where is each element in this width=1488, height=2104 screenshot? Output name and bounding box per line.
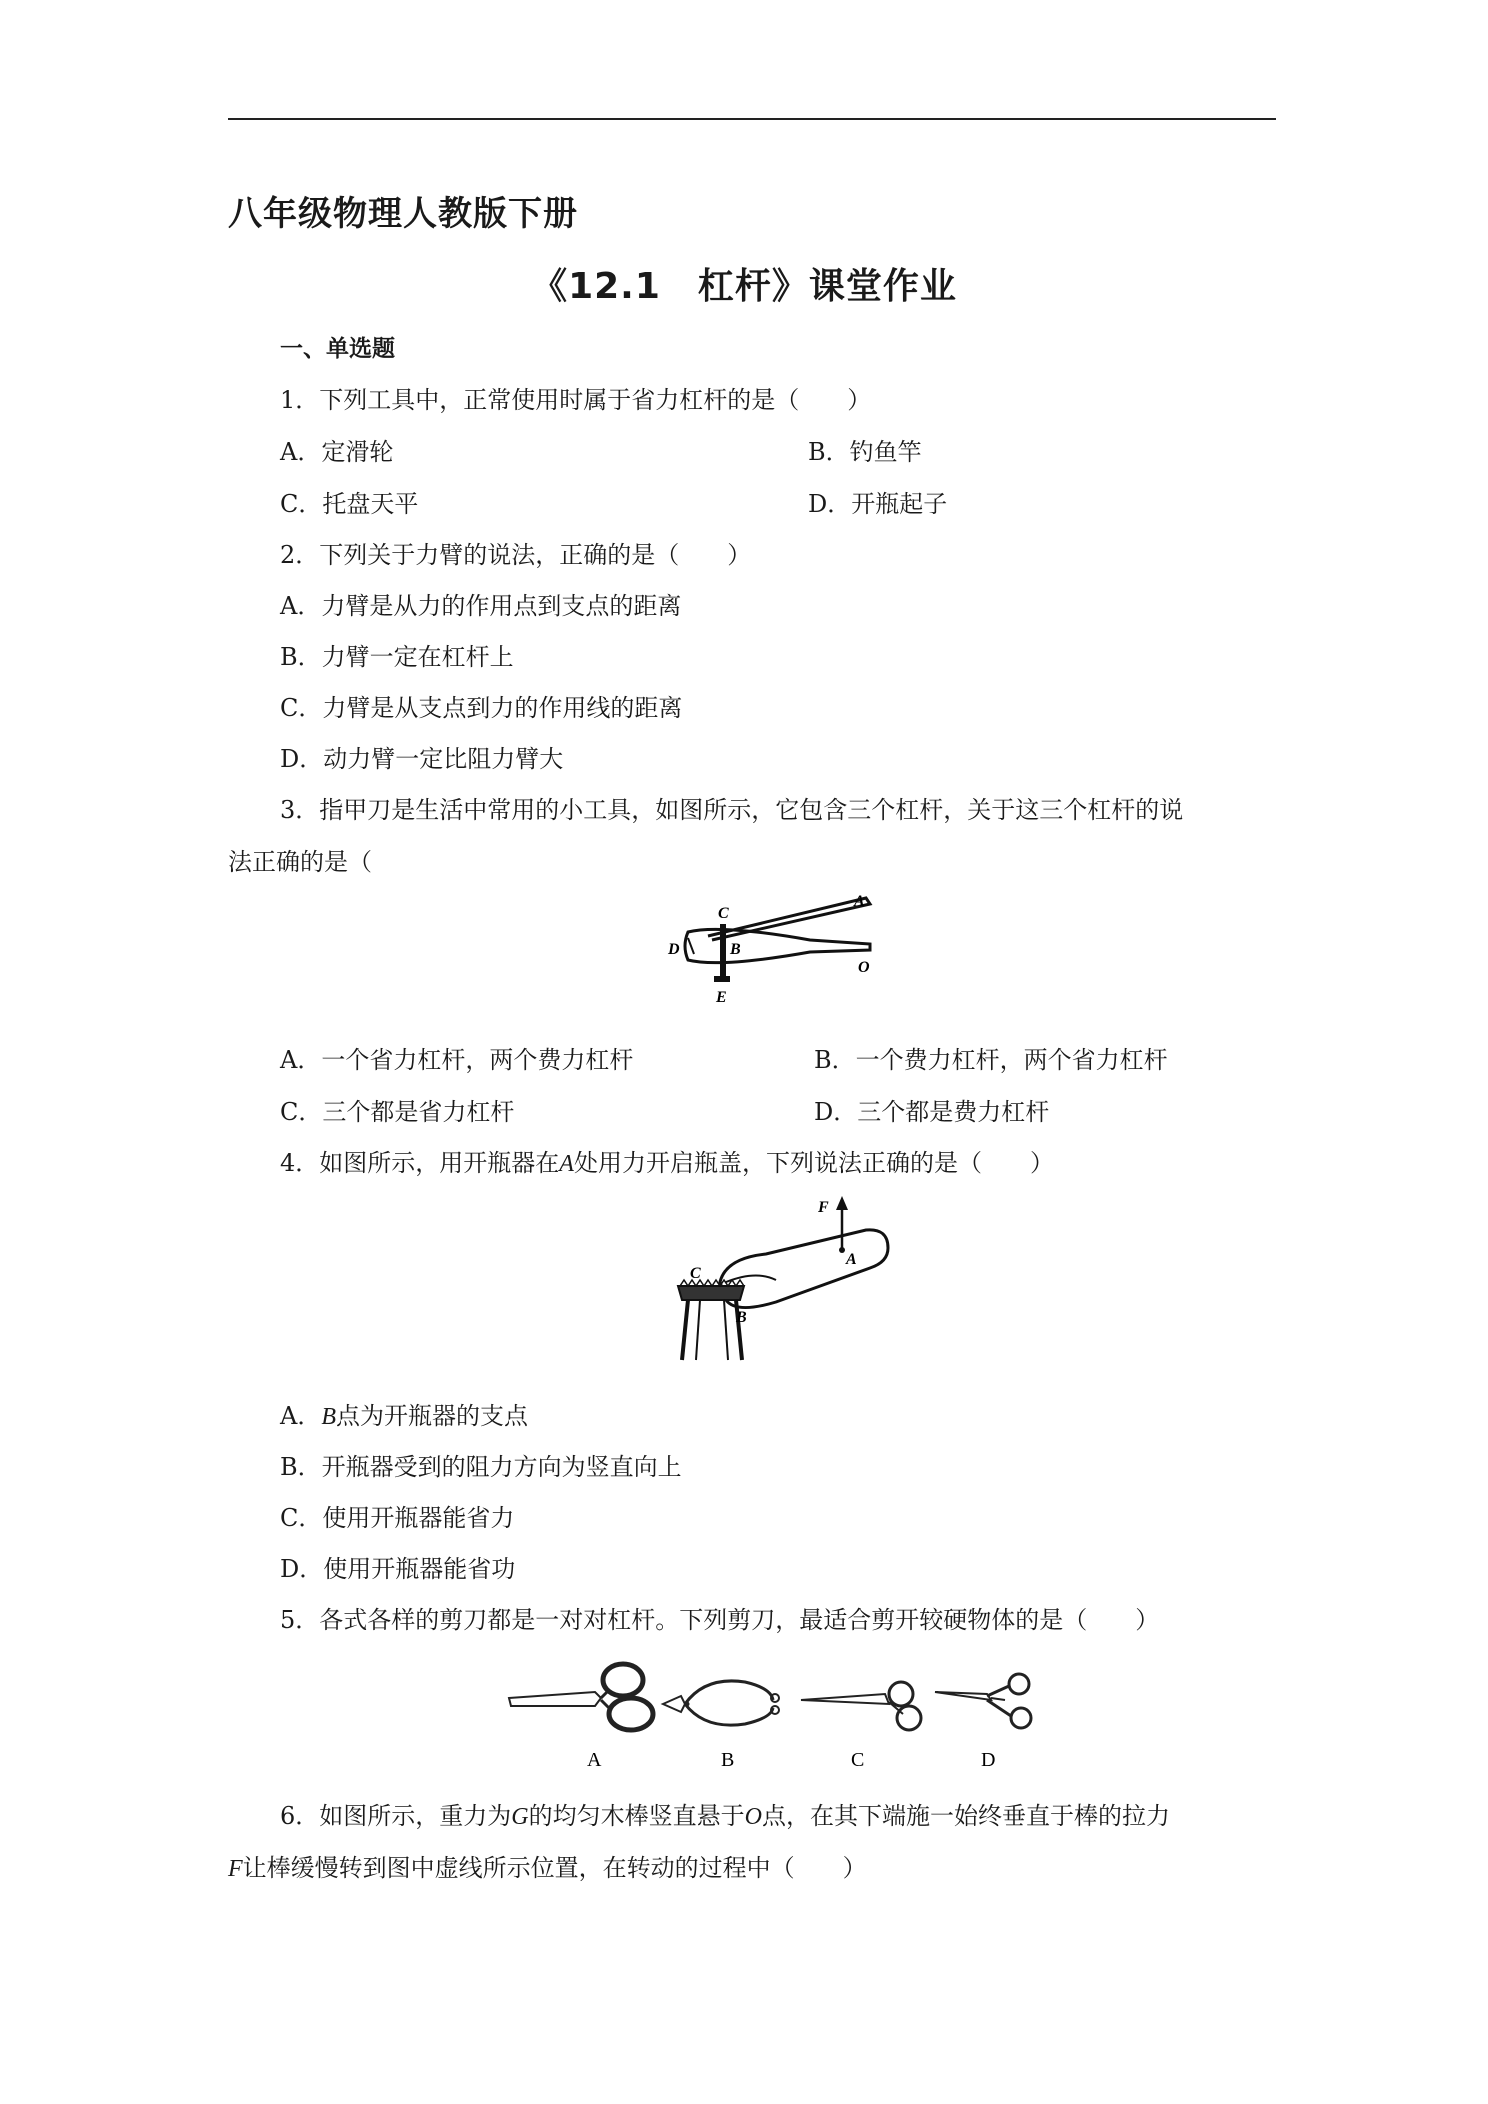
q2-option-c[interactable]: C．力臂是从支点到力的作用线的距离 bbox=[280, 694, 683, 722]
variable-g: G bbox=[511, 1804, 529, 1830]
question-6: 6．如图所示，重力为G的均匀木棒竖直悬于O点，在其下端施一始终垂直于棒的拉力 bbox=[280, 1802, 1170, 1830]
question-number: 2． bbox=[280, 541, 320, 569]
q4-option-b[interactable]: B．开瓶器受到的阻力方向为竖直向上 bbox=[280, 1453, 682, 1481]
variable-f: F bbox=[228, 1856, 243, 1882]
question-number: 1． bbox=[280, 386, 320, 414]
label-f: F bbox=[818, 1199, 829, 1216]
question-stem: 指甲刀是生活中常用的小工具，如图所示，它包含三个杠杆，关于这三个杠杆的说 bbox=[319, 796, 1184, 824]
caption-d: D bbox=[981, 1749, 996, 1770]
opener-handle bbox=[720, 1230, 888, 1308]
q2-option-d[interactable]: D．动力臂一定比阻力臂大 bbox=[280, 745, 564, 773]
scissors-b bbox=[663, 1681, 779, 1725]
label-e: E bbox=[716, 989, 727, 1006]
clipper-base bbox=[714, 976, 730, 982]
question-4: 4．如图所示，用开瓶器在A处用力开启瓶盖，下列说法正确的是（ ） bbox=[280, 1149, 1054, 1177]
q1-option-d[interactable]: D．开瓶起子 bbox=[808, 490, 948, 518]
caption-c: C bbox=[851, 1749, 865, 1770]
scissors-d bbox=[935, 1674, 1031, 1728]
q4-option-c[interactable]: C．使用开瓶器能省力 bbox=[280, 1504, 515, 1532]
q3-option-b[interactable]: B．一个费力杠杆，两个省力杠杆 bbox=[814, 1046, 1168, 1074]
question-stem: 下列工具中，正常使用时属于省力杠杆的是（ ） bbox=[319, 386, 872, 414]
label-a: A bbox=[846, 1251, 857, 1268]
label-o: O bbox=[858, 959, 870, 976]
variable-b: B bbox=[321, 1404, 337, 1430]
scissors-c bbox=[801, 1682, 921, 1730]
question-2 bbox=[280, 535, 751, 570]
bottle-opener-figure bbox=[666, 1190, 896, 1366]
nail-clipper-figure bbox=[660, 892, 880, 1010]
question-1 bbox=[280, 380, 871, 415]
page-title: 《12.1 杠杆》课堂作业 bbox=[531, 266, 957, 307]
section-heading: 一、单选题 bbox=[280, 336, 395, 362]
q2-option-a[interactable]: A．力臂是从力的作用点到支点的距离 bbox=[280, 592, 682, 620]
question-6-continuation: F让棒缓慢转到图中虚线所示位置，在转动的过程中（ ） bbox=[228, 1854, 867, 1882]
question-number: 5． bbox=[280, 1606, 320, 1634]
question-stem: 各式各样的剪刀都是一对对杠杆。下列剪刀，最适合剪开较硬物体的是（ ） bbox=[319, 1606, 1160, 1634]
clipper-lever bbox=[708, 898, 870, 940]
clipper-pin bbox=[720, 924, 726, 976]
q1-option-a[interactable]: A．定滑轮 bbox=[280, 438, 394, 466]
question-3 bbox=[280, 790, 1183, 825]
label-a: A bbox=[854, 893, 865, 910]
label-c: C bbox=[718, 905, 729, 922]
bottle-cap bbox=[678, 1286, 744, 1300]
scissors-a bbox=[509, 1664, 653, 1730]
question-5 bbox=[280, 1600, 1159, 1635]
q3-option-d[interactable]: D．三个都是费力杠杆 bbox=[814, 1098, 1050, 1126]
header-rule bbox=[228, 118, 1276, 120]
scissors-figure bbox=[505, 1654, 1045, 1770]
label-d: D bbox=[668, 941, 680, 958]
q4-option-d[interactable]: D．使用开瓶器能省功 bbox=[280, 1555, 516, 1583]
question-3-continuation: 法正确的是（ bbox=[228, 848, 372, 876]
q3-option-c[interactable]: C．三个都是省力杠杆 bbox=[280, 1098, 515, 1126]
bottle-neck-left bbox=[682, 1300, 688, 1360]
label-b: B bbox=[730, 941, 741, 958]
question-number: 4． bbox=[280, 1149, 320, 1177]
caption-b: B bbox=[721, 1749, 735, 1770]
caption-a: A bbox=[587, 1749, 602, 1770]
q2-option-b[interactable]: B．力臂一定在杠杆上 bbox=[280, 643, 514, 671]
doc-header: 八年级物理人教版下册 bbox=[228, 194, 578, 234]
question-number: 3． bbox=[280, 796, 320, 824]
q1-option-c[interactable]: C．托盘天平 bbox=[280, 490, 419, 518]
q1-option-b[interactable]: B．钓鱼竿 bbox=[808, 438, 922, 466]
question-stem: 下列关于力臂的说法，正确的是（ ） bbox=[319, 541, 752, 569]
variable-o: O bbox=[744, 1804, 762, 1830]
q3-option-a[interactable]: A．一个省力杠杆，两个费力杠杆 bbox=[280, 1046, 634, 1074]
label-c: C bbox=[690, 1265, 701, 1282]
label-b: B bbox=[736, 1309, 747, 1326]
question-number: 6． bbox=[280, 1802, 320, 1830]
variable-a: A bbox=[559, 1151, 574, 1177]
q4-option-a[interactable]: A．B点为开瓶器的支点 bbox=[280, 1402, 529, 1430]
